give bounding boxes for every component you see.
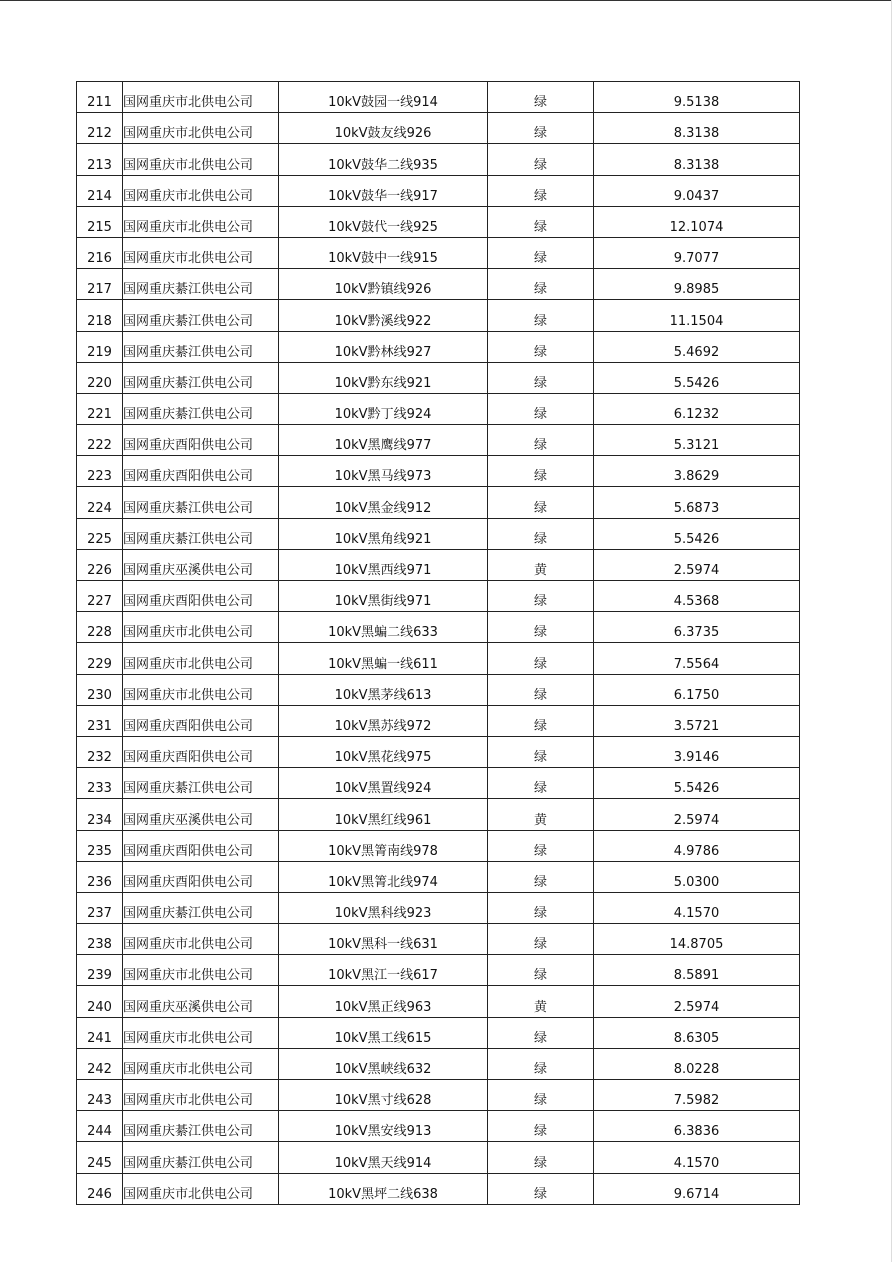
row-number: 220: [77, 362, 123, 393]
table-row: [77, 705, 800, 736]
row-number: 246: [77, 1173, 123, 1204]
row-number: 242: [77, 1048, 123, 1079]
line-name-cell: 10kV黑坪二线638: [279, 1173, 488, 1204]
value-cell: 5.6873: [594, 487, 800, 518]
line-name-cell: 10kV黔溪线922: [279, 300, 488, 331]
company-cell: 国网重庆酉阳供电公司: [123, 425, 279, 456]
company-cell: 国网重庆市北供电公司: [123, 144, 279, 175]
table-row: [77, 362, 800, 393]
table-row: [77, 799, 800, 830]
value-cell: 2.5974: [594, 799, 800, 830]
row-number: 219: [77, 331, 123, 362]
company-cell: 国网重庆市北供电公司: [123, 924, 279, 955]
value-cell: 9.0437: [594, 175, 800, 206]
level-cell: 绿: [488, 1048, 594, 1079]
table-row: [77, 1142, 800, 1173]
company-cell: 国网重庆市北供电公司: [123, 237, 279, 268]
row-number: 244: [77, 1111, 123, 1142]
line-name-cell: 10kV黑马线973: [279, 456, 488, 487]
level-cell: 黄: [488, 986, 594, 1017]
row-number: 216: [77, 237, 123, 268]
line-name-cell: 10kV黑科一线631: [279, 924, 488, 955]
table-row: [77, 955, 800, 986]
company-cell: 国网重庆市北供电公司: [123, 113, 279, 144]
line-name-cell: 10kV黑科线923: [279, 892, 488, 923]
value-cell: 4.1570: [594, 1142, 800, 1173]
value-cell: 2.5974: [594, 986, 800, 1017]
company-cell: 国网重庆巫溪供电公司: [123, 986, 279, 1017]
table-row: [77, 1080, 800, 1111]
level-cell: 绿: [488, 955, 594, 986]
line-name-cell: 10kV黑正线963: [279, 986, 488, 1017]
row-number: 227: [77, 581, 123, 612]
table-row: [77, 113, 800, 144]
line-name-cell: 10kV鼓华一线917: [279, 175, 488, 206]
value-cell: 6.1750: [594, 674, 800, 705]
value-cell: 5.3121: [594, 425, 800, 456]
level-cell: 绿: [488, 581, 594, 612]
line-name-cell: 10kV黑天线914: [279, 1142, 488, 1173]
value-cell: 7.5564: [594, 643, 800, 674]
value-cell: 4.9786: [594, 830, 800, 861]
row-number: 240: [77, 986, 123, 1017]
company-cell: 国网重庆市北供电公司: [123, 206, 279, 237]
level-cell: 绿: [488, 1017, 594, 1048]
company-cell: 国网重庆市北供电公司: [123, 612, 279, 643]
company-cell: 国网重庆巫溪供电公司: [123, 799, 279, 830]
company-cell: 国网重庆市北供电公司: [123, 674, 279, 705]
value-cell: 4.1570: [594, 892, 800, 923]
table-row: [77, 393, 800, 424]
company-cell: 国网重庆市北供电公司: [123, 1173, 279, 1204]
level-cell: 绿: [488, 768, 594, 799]
value-cell: 9.5138: [594, 82, 800, 113]
row-number: 232: [77, 736, 123, 767]
row-number: 217: [77, 269, 123, 300]
table-row: [77, 830, 800, 861]
company-cell: 国网重庆綦江供电公司: [123, 362, 279, 393]
table-row: [77, 1048, 800, 1079]
level-cell: 绿: [488, 113, 594, 144]
level-cell: 绿: [488, 82, 594, 113]
table-row: [77, 1173, 800, 1204]
table-row: [77, 1017, 800, 1048]
table-row: [77, 518, 800, 549]
value-cell: 7.5982: [594, 1080, 800, 1111]
line-name-cell: 10kV黔丁线924: [279, 393, 488, 424]
line-name-cell: 10kV黑茅线613: [279, 674, 488, 705]
level-cell: 绿: [488, 300, 594, 331]
value-cell: 5.0300: [594, 861, 800, 892]
row-number: 226: [77, 549, 123, 580]
value-cell: 3.9146: [594, 736, 800, 767]
table-row: [77, 456, 800, 487]
line-name-cell: 10kV黔镇线926: [279, 269, 488, 300]
value-cell: 8.3138: [594, 113, 800, 144]
value-cell: 5.5426: [594, 518, 800, 549]
row-number: 241: [77, 1017, 123, 1048]
table-row: [77, 269, 800, 300]
line-name-cell: 10kV黑工线615: [279, 1017, 488, 1048]
table-row: [77, 237, 800, 268]
row-number: 222: [77, 425, 123, 456]
level-cell: 绿: [488, 487, 594, 518]
row-number: 211: [77, 82, 123, 113]
row-number: 243: [77, 1080, 123, 1111]
value-cell: 6.1232: [594, 393, 800, 424]
level-cell: 绿: [488, 518, 594, 549]
table-row: [77, 892, 800, 923]
value-cell: 9.6714: [594, 1173, 800, 1204]
level-cell: 绿: [488, 1142, 594, 1173]
row-number: 236: [77, 861, 123, 892]
table-row: [77, 300, 800, 331]
company-cell: 国网重庆市北供电公司: [123, 175, 279, 206]
line-name-cell: 10kV黑西线971: [279, 549, 488, 580]
row-number: 224: [77, 487, 123, 518]
company-cell: 国网重庆巫溪供电公司: [123, 549, 279, 580]
table-row: [77, 768, 800, 799]
row-number: 245: [77, 1142, 123, 1173]
row-number: 239: [77, 955, 123, 986]
table-row: [77, 736, 800, 767]
level-cell: 绿: [488, 237, 594, 268]
company-cell: 国网重庆酉阳供电公司: [123, 830, 279, 861]
row-number: 231: [77, 705, 123, 736]
company-cell: 国网重庆綦江供电公司: [123, 269, 279, 300]
row-number: 213: [77, 144, 123, 175]
company-cell: 国网重庆綦江供电公司: [123, 1111, 279, 1142]
line-name-cell: 10kV黑红线961: [279, 799, 488, 830]
company-cell: 国网重庆綦江供电公司: [123, 393, 279, 424]
line-name-cell: 10kV黑角线921: [279, 518, 488, 549]
line-name-cell: 10kV黑安线913: [279, 1111, 488, 1142]
company-cell: 国网重庆綦江供电公司: [123, 331, 279, 362]
level-cell: 绿: [488, 269, 594, 300]
company-cell: 国网重庆綦江供电公司: [123, 768, 279, 799]
company-cell: 国网重庆市北供电公司: [123, 1080, 279, 1111]
level-cell: 绿: [488, 643, 594, 674]
level-cell: 绿: [488, 1080, 594, 1111]
level-cell: 绿: [488, 393, 594, 424]
row-number: 238: [77, 924, 123, 955]
row-number: 233: [77, 768, 123, 799]
row-number: 225: [77, 518, 123, 549]
level-cell: 绿: [488, 331, 594, 362]
value-cell: 8.5891: [594, 955, 800, 986]
company-cell: 国网重庆綦江供电公司: [123, 487, 279, 518]
line-name-cell: 10kV黑置线924: [279, 768, 488, 799]
level-cell: 绿: [488, 1111, 594, 1142]
table-row: [77, 487, 800, 518]
level-cell: 绿: [488, 924, 594, 955]
value-cell: 5.5426: [594, 362, 800, 393]
table-row: [77, 1111, 800, 1142]
level-cell: 绿: [488, 830, 594, 861]
row-number: 218: [77, 300, 123, 331]
table-row: [77, 206, 800, 237]
table-row: [77, 674, 800, 705]
level-cell: 绿: [488, 456, 594, 487]
table-row: [77, 549, 800, 580]
data-table: [76, 81, 800, 1205]
level-cell: 绿: [488, 674, 594, 705]
table-row: [77, 331, 800, 362]
value-cell: 3.5721: [594, 705, 800, 736]
line-name-cell: 10kV黑苏线972: [279, 705, 488, 736]
table-row: [77, 986, 800, 1017]
table-row: [77, 612, 800, 643]
value-cell: 4.5368: [594, 581, 800, 612]
table-row: [77, 861, 800, 892]
row-number: 230: [77, 674, 123, 705]
value-cell: 8.3138: [594, 144, 800, 175]
line-name-cell: 10kV黔东线921: [279, 362, 488, 393]
company-cell: 国网重庆市北供电公司: [123, 643, 279, 674]
value-cell: 6.3735: [594, 612, 800, 643]
level-cell: 绿: [488, 861, 594, 892]
line-name-cell: 10kV黑花线975: [279, 736, 488, 767]
line-name-cell: 10kV黑蝙一线611: [279, 643, 488, 674]
value-cell: 12.1074: [594, 206, 800, 237]
line-name-cell: 10kV黑鹰线977: [279, 425, 488, 456]
line-name-cell: 10kV黑街线971: [279, 581, 488, 612]
level-cell: 绿: [488, 175, 594, 206]
level-cell: 绿: [488, 705, 594, 736]
company-cell: 国网重庆市北供电公司: [123, 1048, 279, 1079]
company-cell: 国网重庆綦江供电公司: [123, 518, 279, 549]
line-name-cell: 10kV黑峡线632: [279, 1048, 488, 1079]
level-cell: 绿: [488, 1173, 594, 1204]
row-number: 212: [77, 113, 123, 144]
value-cell: 9.7077: [594, 237, 800, 268]
line-name-cell: 10kV鼓代一线925: [279, 206, 488, 237]
table-row: [77, 581, 800, 612]
line-name-cell: 10kV黔林线927: [279, 331, 488, 362]
table-row: [77, 924, 800, 955]
value-cell: 2.5974: [594, 549, 800, 580]
line-name-cell: 10kV黑金线912: [279, 487, 488, 518]
value-cell: 11.1504: [594, 300, 800, 331]
row-number: 215: [77, 206, 123, 237]
table-row: [77, 82, 800, 113]
level-cell: 绿: [488, 892, 594, 923]
company-cell: 国网重庆酉阳供电公司: [123, 456, 279, 487]
company-cell: 国网重庆市北供电公司: [123, 955, 279, 986]
company-cell: 国网重庆市北供电公司: [123, 82, 279, 113]
row-number: 223: [77, 456, 123, 487]
level-cell: 绿: [488, 736, 594, 767]
company-cell: 国网重庆酉阳供电公司: [123, 581, 279, 612]
value-cell: 3.8629: [594, 456, 800, 487]
line-name-cell: 10kV鼓中一线915: [279, 237, 488, 268]
table-row: [77, 144, 800, 175]
table-row: [77, 425, 800, 456]
company-cell: 国网重庆綦江供电公司: [123, 892, 279, 923]
row-number: 221: [77, 393, 123, 424]
line-name-cell: 10kV鼓友线926: [279, 113, 488, 144]
level-cell: 绿: [488, 362, 594, 393]
line-name-cell: 10kV鼓园一线914: [279, 82, 488, 113]
row-number: 237: [77, 892, 123, 923]
company-cell: 国网重庆綦江供电公司: [123, 300, 279, 331]
value-cell: 5.4692: [594, 331, 800, 362]
row-number: 229: [77, 643, 123, 674]
value-cell: 8.0228: [594, 1048, 800, 1079]
level-cell: 黄: [488, 549, 594, 580]
level-cell: 黄: [488, 799, 594, 830]
level-cell: 绿: [488, 612, 594, 643]
company-cell: 国网重庆酉阳供电公司: [123, 705, 279, 736]
row-number: 234: [77, 799, 123, 830]
table-body: [77, 82, 800, 1205]
company-cell: 国网重庆綦江供电公司: [123, 1142, 279, 1173]
line-name-cell: 10kV黑江一线617: [279, 955, 488, 986]
company-cell: 国网重庆市北供电公司: [123, 1017, 279, 1048]
table-row: [77, 643, 800, 674]
level-cell: 绿: [488, 144, 594, 175]
value-cell: 6.3836: [594, 1111, 800, 1142]
value-cell: 14.8705: [594, 924, 800, 955]
row-number: 235: [77, 830, 123, 861]
value-cell: 5.5426: [594, 768, 800, 799]
page-top-border: [0, 0, 892, 1]
table-row: [77, 175, 800, 206]
row-number: 214: [77, 175, 123, 206]
row-number: 228: [77, 612, 123, 643]
value-cell: 9.8985: [594, 269, 800, 300]
line-name-cell: 10kV黑寸线628: [279, 1080, 488, 1111]
line-name-cell: 10kV黑箐北线974: [279, 861, 488, 892]
company-cell: 国网重庆酉阳供电公司: [123, 736, 279, 767]
line-name-cell: 10kV鼓华二线935: [279, 144, 488, 175]
line-name-cell: 10kV黑箐南线978: [279, 830, 488, 861]
line-name-cell: 10kV黑蝙二线633: [279, 612, 488, 643]
value-cell: 8.6305: [594, 1017, 800, 1048]
level-cell: 绿: [488, 206, 594, 237]
level-cell: 绿: [488, 425, 594, 456]
company-cell: 国网重庆酉阳供电公司: [123, 861, 279, 892]
